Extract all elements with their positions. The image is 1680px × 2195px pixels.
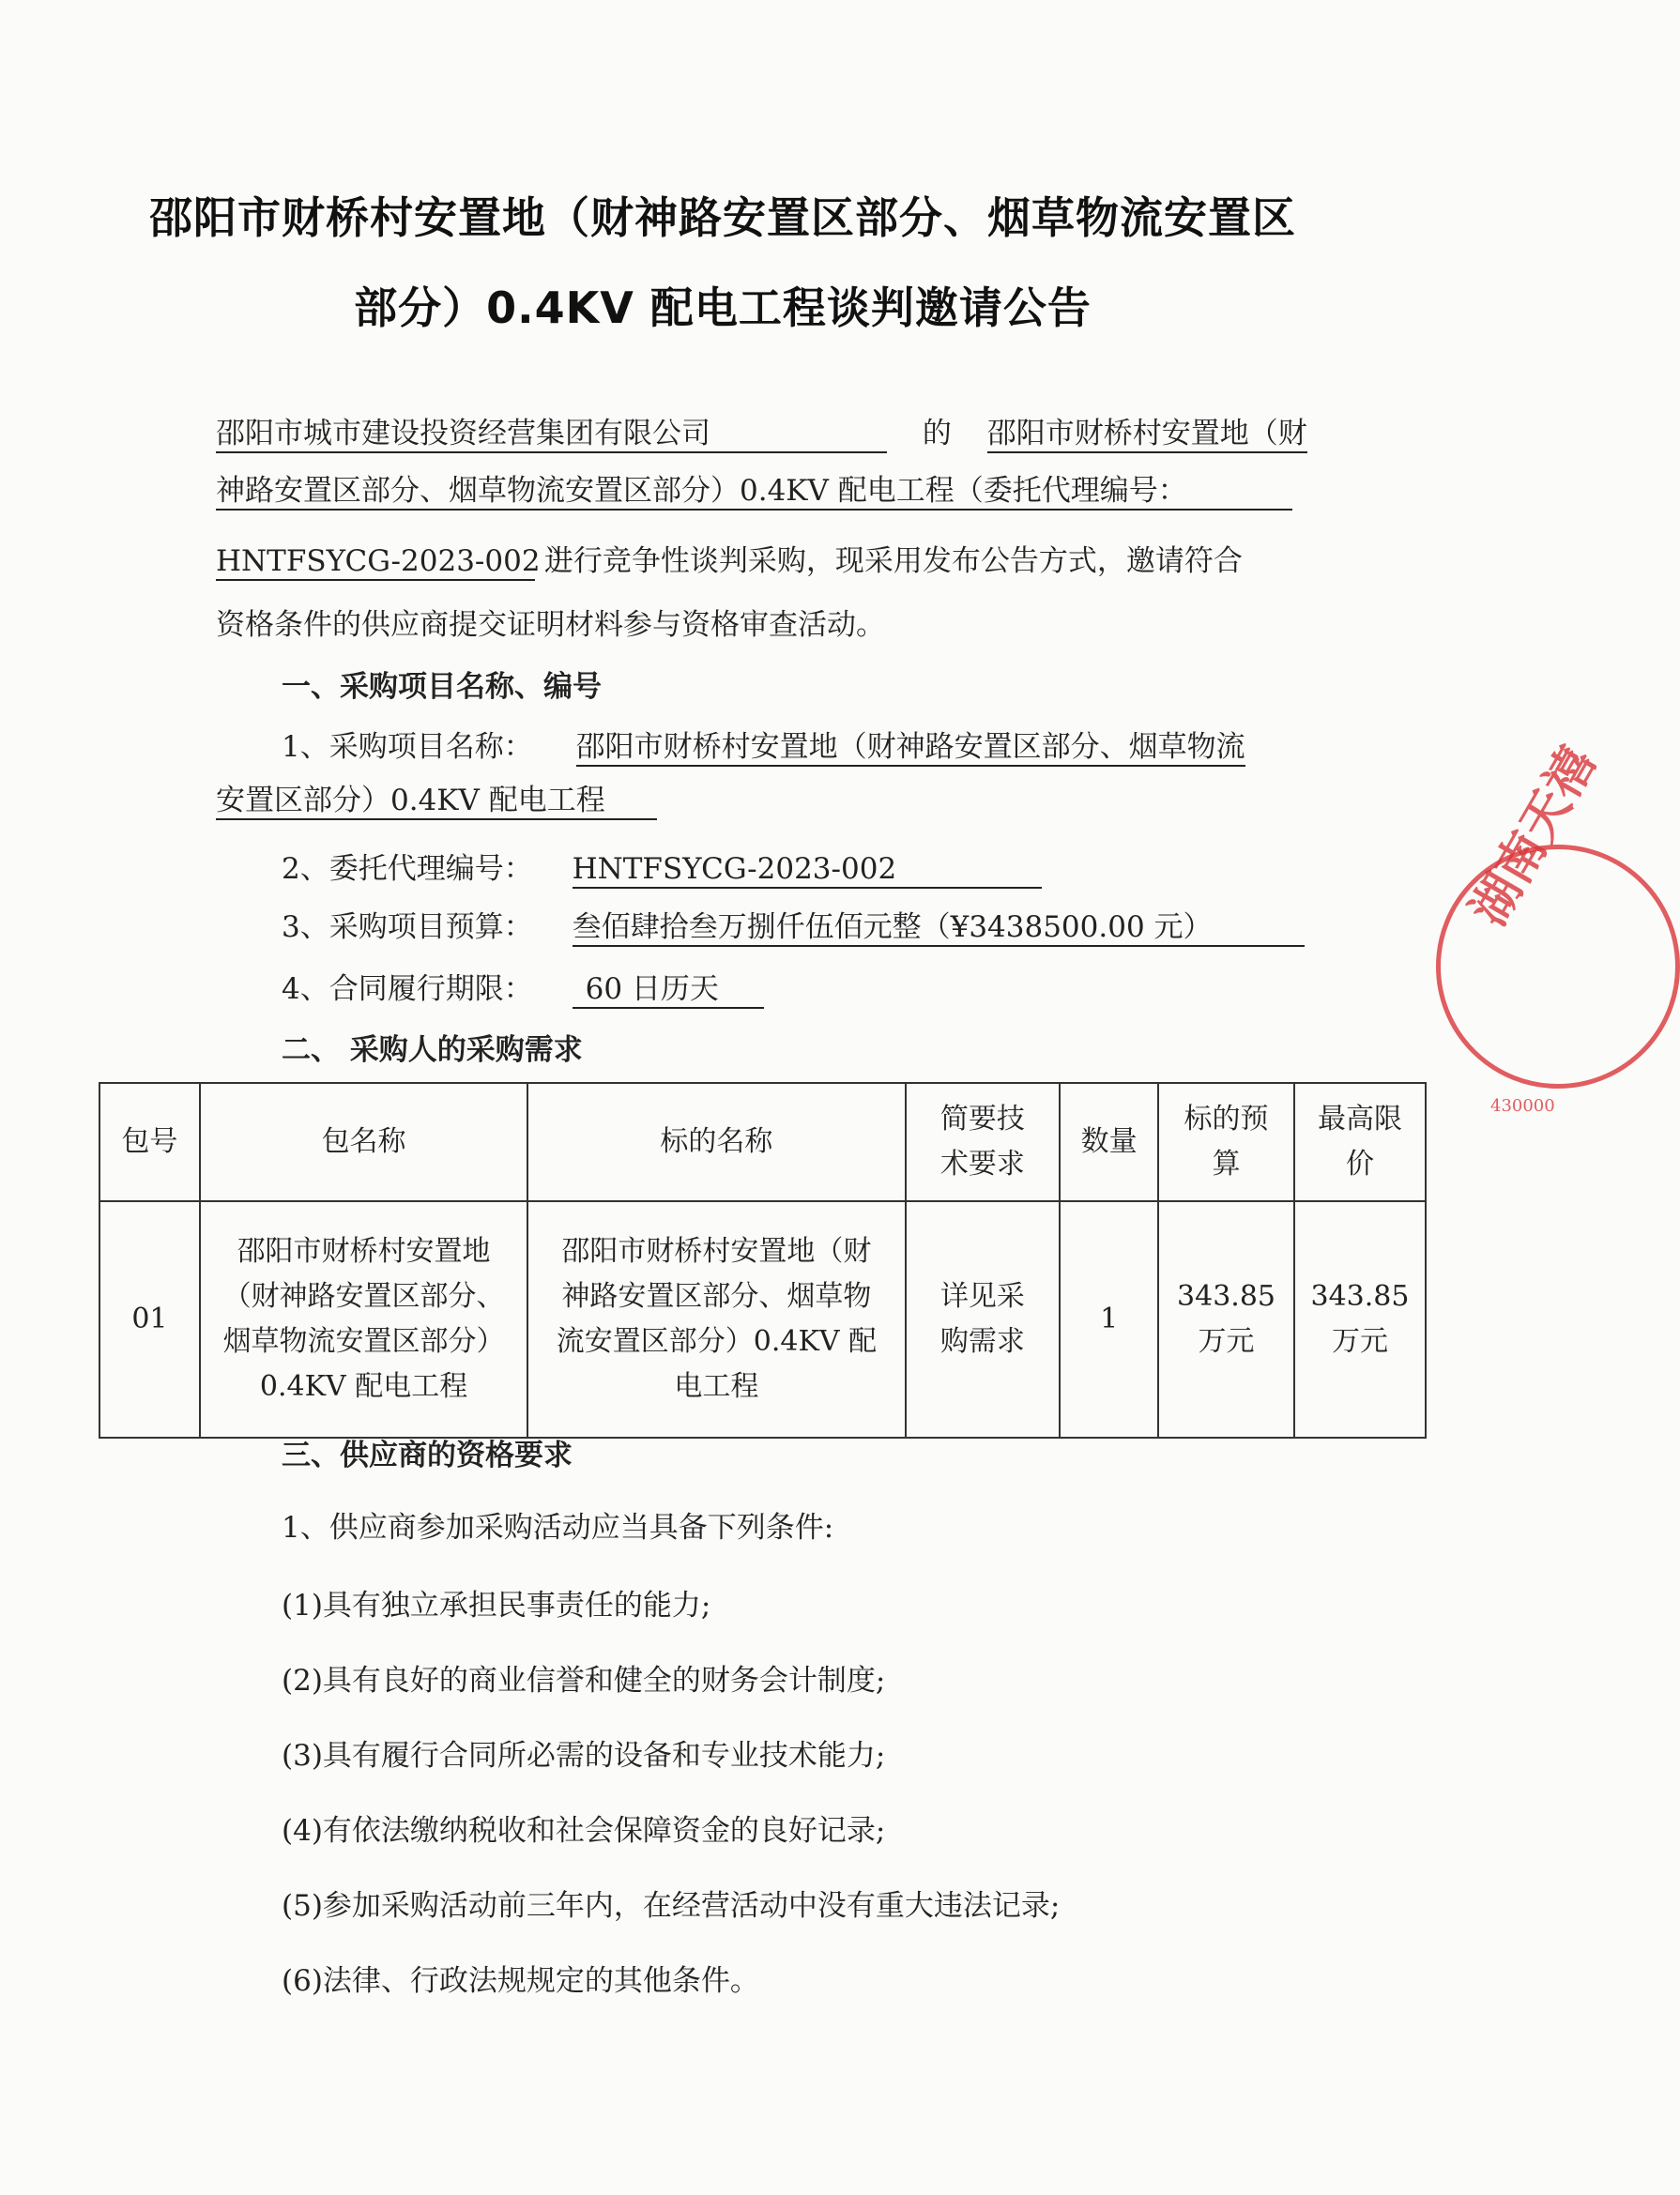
header-package-no: 包号	[99, 1083, 200, 1201]
official-seal-code: 430000	[1490, 1096, 1555, 1116]
official-seal-text: 湖南天禧	[1460, 738, 1608, 936]
contract-period-value: 60 日历天	[573, 973, 764, 1009]
project-name-part-2: 神路安置区部分、烟草物流安置区部分）0.4KV 配电工程（委托代理编号：	[216, 475, 1292, 511]
condition-4: (4)有依法缴纳税收和社会保障资金的良好记录;	[282, 1814, 886, 1848]
contract-period-label: 4、合同履行期限：	[282, 972, 533, 1006]
agency-code-row	[282, 845, 1042, 889]
header-tech-requirements: 简要技 术要求	[906, 1083, 1061, 1201]
document-title-line-1: 邵阳市财桥村安置地（财神路安置区部分、烟草物流安置区	[149, 192, 1296, 243]
project-name-label: 1、采购项目名称：	[282, 730, 533, 764]
intro-text-1: 进行竞争性谈判采购，现采用发布公告方式，邀请符合	[543, 544, 1243, 578]
cell-package-no: 01	[99, 1201, 200, 1438]
section-2-heading: 二、 采购人的采购需求	[282, 1033, 583, 1067]
project-name-row	[282, 723, 1245, 767]
section-1-heading: 一、采购项目名称、编号	[282, 670, 602, 704]
section-3-heading: 三、供应商的资格要求	[282, 1439, 573, 1472]
condition-3: (3)具有履行合同所必需的设备和专业技术能力;	[282, 1739, 886, 1773]
conditions-intro: 1、供应商参加采购活动应当具备下列条件:	[282, 1511, 834, 1545]
intro-line-4: 资格条件的供应商提交证明材料参与资格审查活动。	[216, 608, 885, 642]
header-subject-name: 标的名称	[527, 1083, 905, 1201]
header-budget: 标的预 算	[1158, 1083, 1294, 1201]
budget-row	[282, 903, 1305, 947]
agency-code: HNTFSYCG-2023-002 ）	[216, 545, 535, 581]
budget-value: 叁佰肆拾叁万捌仟伍佰元整（¥3438500.00 元）	[573, 911, 1305, 947]
intro-line-1	[216, 409, 1307, 453]
cell-budget: 343.85 万元	[1158, 1201, 1294, 1438]
document-title-line-2: 部分）0.4KV 配电工程谈判邀请公告	[354, 282, 1092, 333]
contract-period-row	[282, 965, 764, 1009]
cell-tech-requirements: 详见采 购需求	[906, 1201, 1061, 1438]
budget-label: 3、采购项目预算：	[282, 910, 533, 944]
cell-max-price: 343.85 万元	[1294, 1201, 1426, 1438]
project-name-value-b: 安置区部分）0.4KV 配电工程	[216, 785, 657, 820]
condition-1: (1)具有独立承担民事责任的能力;	[282, 1589, 711, 1623]
agency-code-value: HNTFSYCG-2023-002	[573, 853, 1042, 889]
project-name-row-cont	[216, 784, 657, 820]
cell-package-name: 邵阳市财桥村安置地 （财神路安置区部分、 烟草物流安置区部分） 0.4KV 配电工程	[200, 1201, 527, 1438]
cell-quantity: 1	[1060, 1201, 1158, 1438]
procurement-table	[99, 1082, 1427, 1439]
intro-line-2	[216, 474, 1292, 511]
header-package-name: 包名称	[200, 1083, 527, 1201]
header-max-price: 最高限 价	[1294, 1083, 1426, 1201]
agency-code-label: 2、委托代理编号：	[282, 852, 533, 886]
table-row	[99, 1201, 1426, 1438]
intro-line-3	[216, 537, 1243, 581]
header-quantity: 数量	[1060, 1083, 1158, 1201]
table-header-row	[99, 1083, 1426, 1201]
project-name-part-1: 邵阳市财桥村安置地（财	[987, 418, 1307, 453]
project-name-value-a: 邵阳市财桥村安置地（财神路安置区部分、烟草物流	[576, 731, 1245, 767]
condition-5: (5)参加采购活动前三年内，在经营活动中没有重大违法记录;	[282, 1889, 1061, 1923]
intro-of: 的	[922, 417, 952, 450]
condition-6: (6)法律、行政法规规定的其他条件。	[282, 1964, 759, 1998]
cell-subject-name: 邵阳市财桥村安置地（财 神路安置区部分、烟草物 流安置区部分）0.4KV 配 电工程	[527, 1201, 905, 1438]
condition-2: (2)具有良好的商业信誉和健全的财务会计制度;	[282, 1664, 886, 1698]
purchaser-name: 邵阳市城市建设投资经营集团有限公司	[216, 418, 887, 453]
